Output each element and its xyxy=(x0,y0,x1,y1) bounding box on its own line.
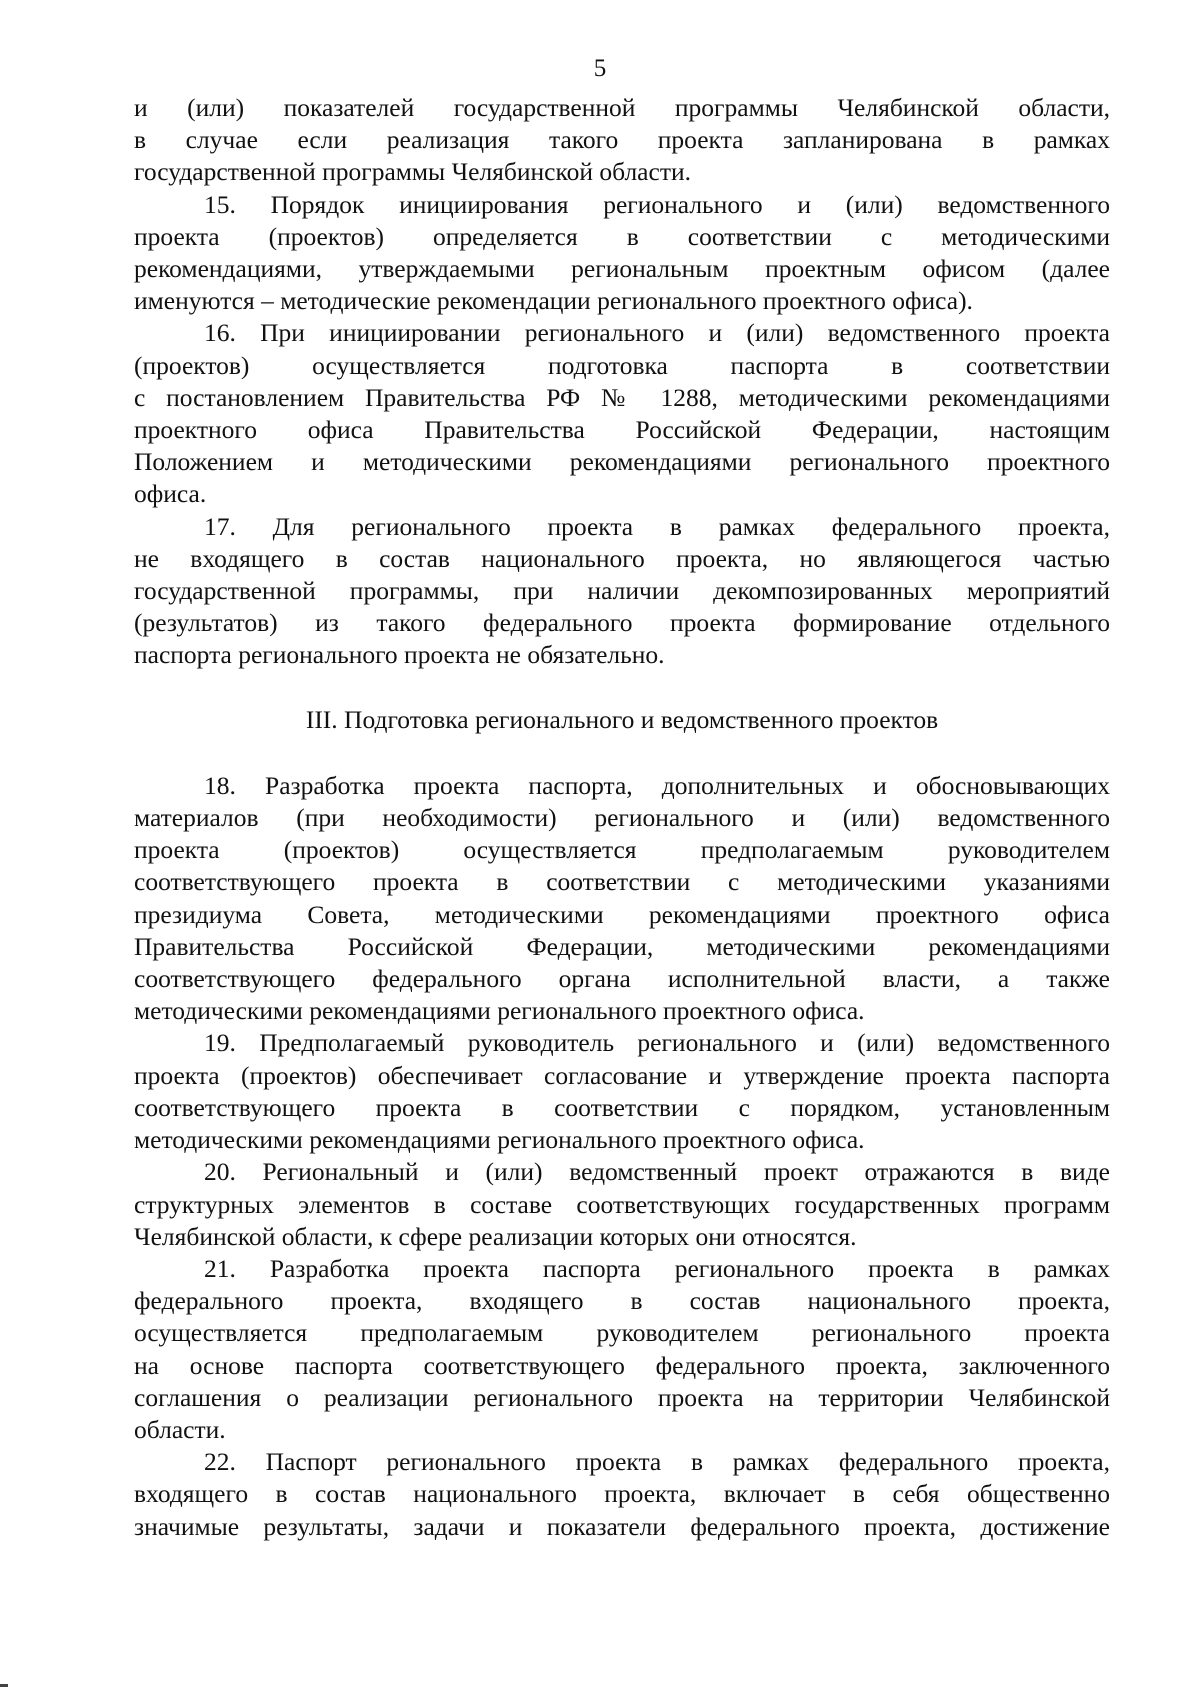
text-line: 18. Разработка проекта паспорта, дополнительных и обосновывающих xyxy=(204,770,1110,800)
text-line: проекта (проектов) обеспечивает согласование и утверждение проекта паспорта xyxy=(134,1060,1110,1090)
text-line: 21. Разработка проекта паспорта регионального проекта в рамках xyxy=(204,1253,1110,1283)
text-line: 22. Паспорт регионального проекта в рамках федерального проекта, xyxy=(204,1447,1110,1477)
page-number: 5 xyxy=(593,55,607,82)
paragraph-p16 xyxy=(134,317,1110,510)
text-line: Правительства Российской Федерации, методическими рекомендациями xyxy=(134,931,1110,961)
paragraph-p21 xyxy=(134,1253,1110,1446)
text-line: проектного офиса Правительства Российской Федерации, настоящим xyxy=(134,415,1110,445)
paragraph-p17 xyxy=(134,511,1110,672)
text-line: с постановлением Правительства РФ № 1288, методическими рекомендациями xyxy=(134,382,1110,412)
text-line: Положением и методическими рекомендациями регионального проектного xyxy=(134,447,1110,477)
text-line: соответствующего федерального органа исполнительной власти, а также xyxy=(134,964,1110,994)
paragraph-p18 xyxy=(134,770,1110,1028)
scan-artifact xyxy=(430,6,770,14)
paragraph-p19 xyxy=(134,1027,1110,1156)
text-line: осуществляется предполагаемым руководителем регионального проекта xyxy=(134,1318,1110,1348)
paragraphs-before-heading xyxy=(134,92,1110,672)
text-line: не входящего в состав национального проекта, но являющегося частью xyxy=(134,543,1110,573)
document-body xyxy=(134,92,1110,1543)
paragraph-p14-cont xyxy=(134,92,1110,189)
paragraph-p22 xyxy=(134,1446,1110,1543)
text-line: государственной программы, при наличии декомпозированных мероприятий xyxy=(134,576,1110,606)
text-line: и (или) показателей государственной программы Челябинской области, xyxy=(134,93,1110,122)
text-line: соответствующего проекта в соответствии с методическими указаниями xyxy=(134,867,1110,897)
margin-mark xyxy=(0,1684,8,1687)
paragraph-p15 xyxy=(134,189,1110,318)
text-line: 19. Предполагаемый руководитель регионального и (или) ведомственного xyxy=(204,1028,1110,1058)
text-line: структурных элементов в составе соответствующих государственных программ xyxy=(134,1189,1110,1219)
text-line: 16. При инициировании регионального и (или) ведомственного проекта xyxy=(204,318,1110,348)
text-line: (проектов) осуществляется подготовка паспорта в соответствии xyxy=(134,350,1110,380)
text-line: паспорта регионального проекта не обязательно. xyxy=(134,640,665,670)
text-line: именуются – методические рекомендации регионального проектного офиса). xyxy=(134,286,973,316)
text-line: области. xyxy=(134,1414,226,1444)
text-line: 20. Региональный и (или) ведомственный проект отражаются в виде xyxy=(204,1157,1110,1187)
paragraph-p20 xyxy=(134,1156,1110,1253)
text-line: проекта (проектов) определяется в соответствии с методическими xyxy=(134,221,1110,251)
text-line: 17. Для регионального проекта в рамках федерального проекта, xyxy=(204,511,1110,541)
text-line: рекомендациями, утверждаемыми региональным проектным офисом (далее xyxy=(134,254,1110,284)
text-line: 15. Порядок инициирования регионального и (или) ведомственного xyxy=(204,189,1110,219)
text-line: соответствующего проекта в соответствии с порядком, установленным xyxy=(134,1092,1110,1122)
text-line: материалов (при необходимости) регионального и (или) ведомственного xyxy=(134,803,1110,833)
text-line: (результатов) из такого федерального проекта формирование отдельного xyxy=(134,608,1110,638)
text-line: на основе паспорта соответствующего федерального проекта, заключенного xyxy=(134,1350,1110,1380)
section-heading: III. Подготовка регионального и ведомственного проектов xyxy=(305,704,939,734)
text-line: соглашения о реализации регионального проекта на территории Челябинской xyxy=(134,1382,1110,1412)
text-line: значимые результаты, задачи и показатели федерального проекта, достижение xyxy=(134,1511,1110,1541)
text-line: в случае если реализация такого проекта запланирована в рамках xyxy=(134,125,1110,155)
text-line: методическими рекомендациями регионального проектного офиса. xyxy=(134,1125,865,1155)
text-line: президиума Совета, методическими рекомендациями проектного офиса xyxy=(134,899,1110,929)
text-line: Челябинской области, к сфере реализации которых они относятся. xyxy=(134,1221,857,1251)
text-line: офиса. xyxy=(134,479,207,509)
text-line: федерального проекта, входящего в состав национального проекта, xyxy=(134,1286,1110,1316)
text-line: государственной программы Челябинской области. xyxy=(134,157,691,187)
text-line: методическими рекомендациями регионального проектного офиса. xyxy=(134,996,865,1026)
paragraphs-after-heading xyxy=(134,770,1110,1543)
text-line: проекта (проектов) осуществляется предполагаемым руководителем xyxy=(134,835,1110,865)
text-line: входящего в состав национального проекта, включает в себя общественно xyxy=(134,1479,1110,1509)
